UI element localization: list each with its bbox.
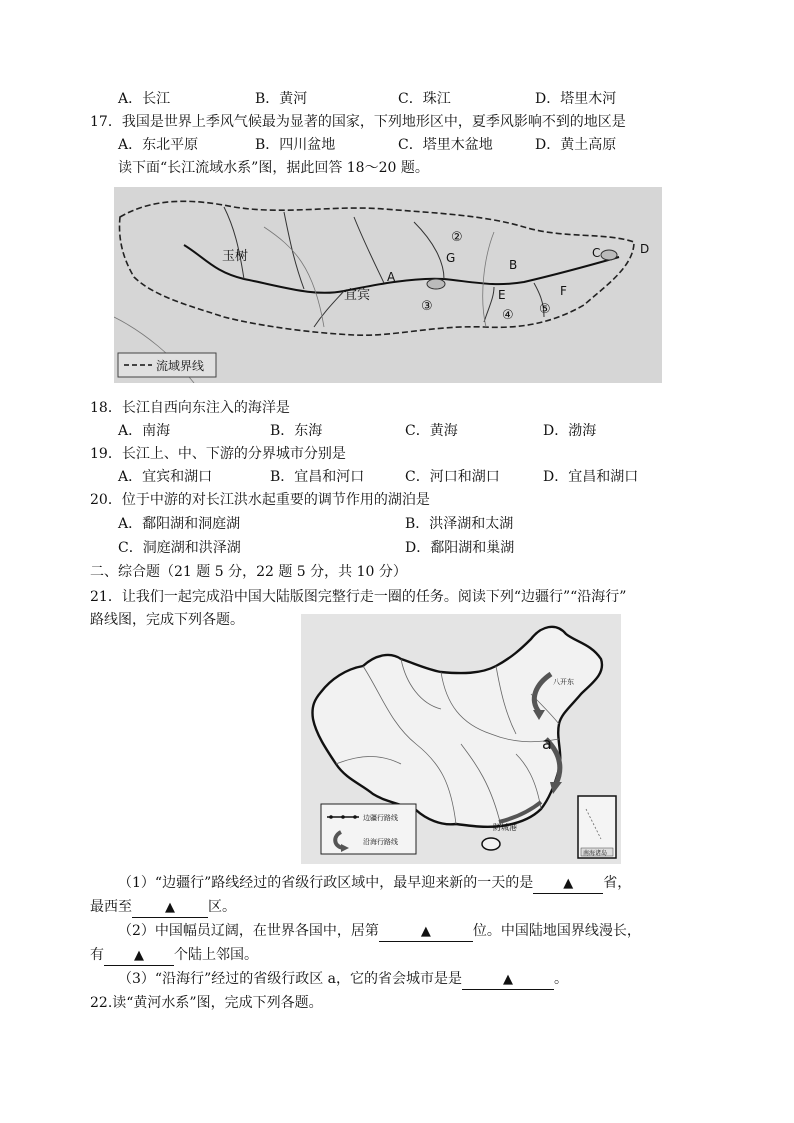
q21-p3-blank[interactable]: ▲ bbox=[462, 970, 554, 990]
q21-part2-line2 bbox=[90, 945, 258, 966]
label-3: ③ bbox=[421, 299, 433, 314]
q16-option-b: B．黄河 bbox=[255, 91, 308, 107]
yangtze-map-svg bbox=[114, 187, 662, 383]
q18-stem: 18．长江自西向东注入的海洋是 bbox=[90, 400, 290, 416]
label-f: F bbox=[560, 284, 567, 298]
china-route-map-svg bbox=[301, 614, 621, 864]
q18-option-c: C．黄海 bbox=[405, 423, 458, 439]
legend-coast-route: 沿海行路线 bbox=[363, 838, 398, 846]
label-yushu: 玉树 bbox=[222, 249, 249, 264]
china-route-map bbox=[301, 614, 621, 864]
q16-option-a: A．长江 bbox=[118, 91, 171, 107]
q18-option-b: B．东海 bbox=[270, 423, 323, 439]
legend-border-route: 边疆行路线 bbox=[363, 814, 398, 822]
label-c: C bbox=[592, 246, 601, 260]
q20-option-d: D．鄱阳湖和巢湖 bbox=[405, 540, 515, 556]
q20-option-a: A．鄱阳湖和洞庭湖 bbox=[118, 516, 241, 532]
q21-p2-text-c: 有 bbox=[90, 947, 104, 963]
section-2-heading: 二、综合题（21 题 5 分，22 题 5 分，共 10 分） bbox=[90, 564, 407, 580]
q21-p3-text-a: （3）“沿海行”经过的省级行政区 a，它的省会城市是是 bbox=[118, 971, 463, 987]
q21-p3-text-b: 。 bbox=[554, 971, 569, 987]
label-yibin: 宜宾 bbox=[344, 288, 371, 303]
label-a-province: a bbox=[542, 734, 552, 753]
q21-p2-blank2[interactable]: ▲ bbox=[104, 946, 174, 966]
q21-p1-text-d: 区。 bbox=[208, 899, 236, 915]
q21-p1-text-c: 最西至 bbox=[90, 899, 132, 915]
q17-option-a: A．东北平原 bbox=[118, 137, 199, 153]
intro-18-20: 读下面“长江流域水系”图，据此回答 18～20 题。 bbox=[118, 160, 429, 176]
q21-p1-text-b: 省， bbox=[603, 875, 632, 891]
q21-p2-text-a: （2）中国幅员辽阔，在世界各国中，居第 bbox=[118, 923, 379, 939]
label-2: ② bbox=[451, 230, 463, 245]
q19-option-d: D．宜昌和湖口 bbox=[543, 469, 639, 485]
yangtze-map bbox=[114, 187, 662, 383]
legend-boundary: 流域界线 bbox=[156, 359, 205, 373]
q20-option-b: B．洪泽湖和太湖 bbox=[405, 516, 514, 532]
label-b: B bbox=[509, 258, 518, 272]
label-inset: 南海诸岛 bbox=[583, 850, 608, 857]
q19-option-a: A．宜宾和湖口 bbox=[118, 469, 213, 485]
label-g: G bbox=[446, 251, 456, 265]
q21-p2-text-b: 位。中国陆地国界线漫长， bbox=[472, 923, 641, 939]
q18-option-a: A．南海 bbox=[118, 423, 171, 439]
q18-option-d: D．渤海 bbox=[543, 423, 597, 439]
q21-p2-text-d: 个陆上邻国。 bbox=[174, 947, 258, 963]
label-5: ⑤ bbox=[539, 302, 551, 317]
label-start: 八开东 bbox=[553, 678, 574, 686]
q20-stem: 20．位于中游的对长江洪水起重要的调节作用的湖泊是 bbox=[90, 492, 430, 508]
q22-stem: 22.读“黄河水系”图，完成下列各题。 bbox=[90, 995, 323, 1011]
q21-p1-text-a: （1）“边疆行”路线经过的省级行政区域中，最早迎来新的一天的是 bbox=[118, 875, 534, 891]
q21-part2-line1 bbox=[118, 921, 641, 942]
label-fangchenggang: 防城港 bbox=[493, 823, 517, 832]
q20-option-c: C．洞庭湖和洪泽湖 bbox=[118, 540, 241, 556]
label-a: A bbox=[387, 270, 396, 284]
label-4: ④ bbox=[502, 308, 514, 323]
q19-option-b: B．宜昌和河口 bbox=[270, 469, 365, 485]
q17-stem: 17．我国是世界上季风气候最为显著的国家，下列地形区中，夏季风影响不到的地区是 bbox=[90, 114, 626, 130]
q21-part1-line1 bbox=[118, 873, 631, 894]
q21-p2-blank1[interactable]: ▲ bbox=[379, 922, 473, 942]
q19-stem: 19．长江上、中、下游的分界城市分别是 bbox=[90, 446, 346, 462]
q21-p1-blank2[interactable]: ▲ bbox=[132, 898, 208, 918]
label-e: E bbox=[498, 288, 506, 302]
q16-option-c: C．珠江 bbox=[398, 91, 451, 107]
q17-option-d: D．黄土高原 bbox=[535, 137, 617, 153]
q21-stem-line2: 路线图，完成下列各题。 bbox=[90, 612, 244, 628]
q21-part1-line2 bbox=[90, 897, 236, 918]
q21-stem-line1: 21．让我们一起完成沿中国大陆版图完整行走一圈的任务。阅读下列“边疆行”“沿海行” bbox=[90, 589, 627, 605]
q17-option-b: B．四川盆地 bbox=[255, 137, 336, 153]
q17-option-c: C．塔里木盆地 bbox=[398, 137, 493, 153]
q19-option-c: C．河口和湖口 bbox=[405, 469, 500, 485]
label-d: D bbox=[640, 242, 650, 256]
q21-p1-blank1[interactable]: ▲ bbox=[533, 874, 603, 894]
q21-part3 bbox=[118, 969, 568, 990]
q16-option-d: D．塔里木河 bbox=[535, 91, 617, 107]
